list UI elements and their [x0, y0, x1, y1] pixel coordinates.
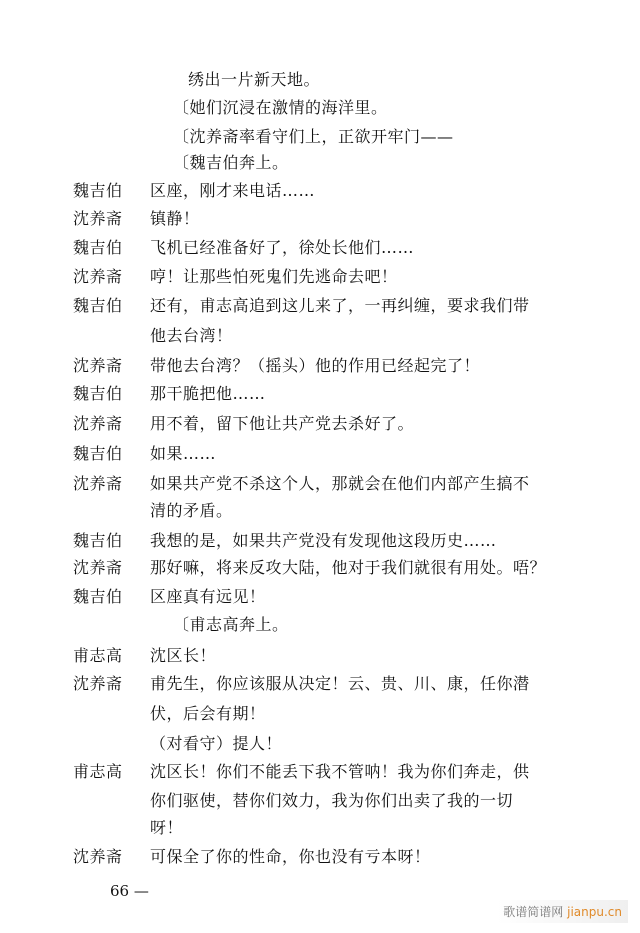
- line-text: 你们驱使，替你们效力，我为你们出卖了我的一切: [150, 791, 514, 810]
- page-number: 66 —: [110, 882, 149, 900]
- speaker-name: 沈养斋: [73, 847, 123, 866]
- line-text: 镇静！: [150, 209, 200, 228]
- line-text: 带他去台湾？（摇头）他的作用已经起完了！: [150, 356, 481, 375]
- speaker-name: 魏吉伯: [73, 587, 123, 606]
- line-text: 我想的是，如果共产党没有发现他这段历史……: [150, 531, 497, 550]
- line-text: 沈区长！: [150, 646, 217, 665]
- line-text: 区座，刚才来电话……: [150, 181, 316, 200]
- line-text: 伏，后会有期！: [150, 704, 266, 723]
- line-text: 呀！: [150, 818, 184, 837]
- watermark-cn: 歌谱简谱网: [503, 905, 564, 919]
- line-text: 飞机已经准备好了，徐处长他们……: [150, 238, 415, 257]
- speaker-name: 沈养斋: [73, 674, 123, 693]
- watermark-en: jianpu.cn: [567, 905, 622, 919]
- speaker-name: 魏吉伯: [73, 384, 123, 403]
- speaker-name: 魏吉伯: [73, 296, 123, 315]
- line-text: 哼！让那些怕死鬼们先逃命去吧！: [150, 267, 398, 286]
- speaker-name: 沈养斋: [73, 558, 123, 577]
- line-text: 绣出一片新天地。: [188, 70, 321, 89]
- speaker-name: 沈养斋: [73, 209, 123, 228]
- watermark: [497, 900, 628, 923]
- speaker-name: 魏吉伯: [73, 238, 123, 257]
- line-text: 他去台湾！: [150, 326, 233, 345]
- line-text: 用不着，留下他让共产党去杀好了。: [150, 414, 415, 433]
- line-text: 区座真有远见！: [150, 587, 266, 606]
- line-text: 〔沈养斋率看守们上，正欲开牢门——: [173, 127, 454, 146]
- speaker-name: 沈养斋: [73, 356, 123, 375]
- line-text: 如果……: [150, 444, 217, 463]
- line-text: 〔她们沉浸在激情的海洋里。: [173, 98, 388, 117]
- line-text: 还有，甫志高追到这儿来了，一再纠缠，要求我们带: [150, 296, 530, 315]
- line-text: 〔魏吉伯奔上。: [173, 153, 289, 172]
- line-text: 清的矛盾。: [150, 501, 233, 520]
- line-text: 甫先生，你应该服从决定！云、贵、川、康，任你潜: [150, 674, 530, 693]
- speaker-name: 魏吉伯: [73, 531, 123, 550]
- line-text: （对看守）提人！: [150, 734, 283, 753]
- line-text: 如果共产党不杀这个人，那就会在他们内部产生搞不: [150, 474, 530, 493]
- speaker-name: 沈养斋: [73, 474, 123, 493]
- speaker-name: 沈养斋: [73, 267, 123, 286]
- speaker-name: 甫志高: [73, 646, 123, 665]
- line-text: 可保全了你的性命，你也没有亏本呀！: [150, 847, 431, 866]
- line-text: 沈区长！你们不能丢下我不管呐！我为你们奔走，供: [150, 762, 530, 781]
- speaker-name: 魏吉伯: [73, 181, 123, 200]
- speaker-name: 甫志高: [73, 762, 123, 781]
- speaker-name: 魏吉伯: [73, 444, 123, 463]
- line-text: 那干脆把他……: [150, 384, 266, 403]
- line-text: 〔甫志高奔上。: [173, 615, 289, 634]
- line-text: 那好嘛，将来反攻大陆，他对于我们就很有用处。唔？: [150, 558, 547, 577]
- speaker-name: 沈养斋: [73, 414, 123, 433]
